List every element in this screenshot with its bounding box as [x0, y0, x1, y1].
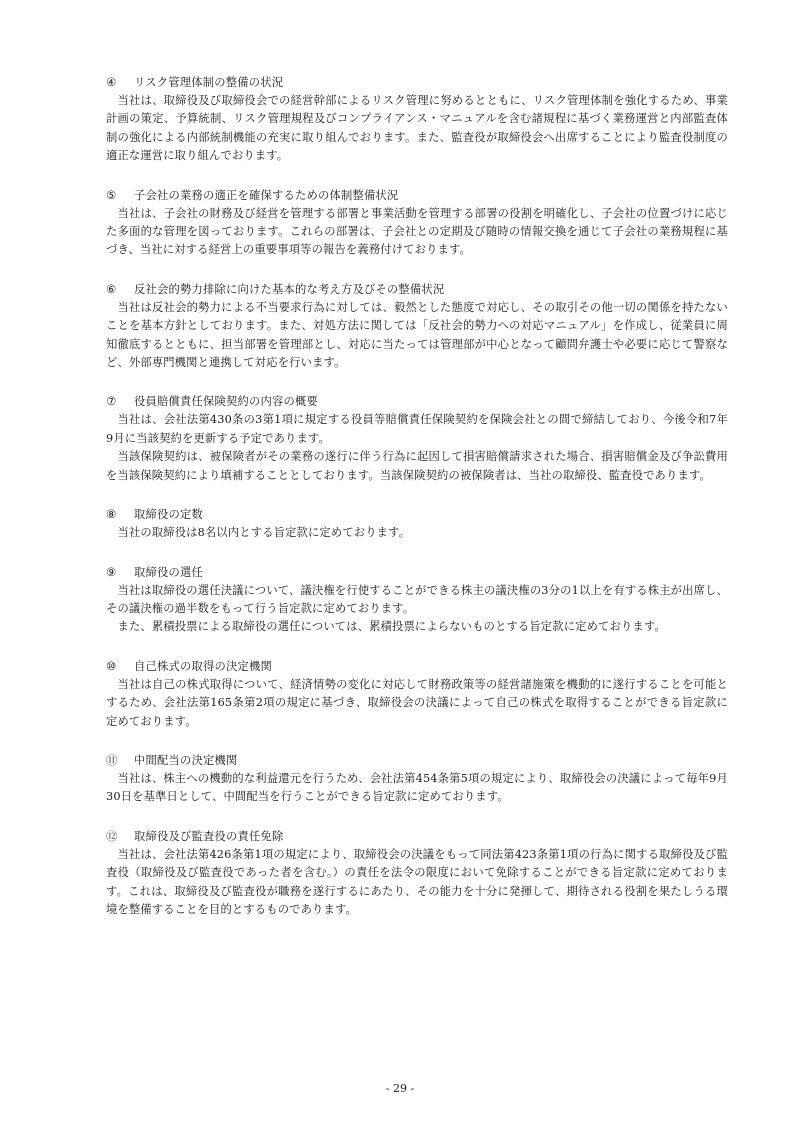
section-title: 取締役の選任: [134, 565, 203, 579]
section-paragraph: 当社は取締役の選任決議について、議決権を行使することができる株主の議決権の3分の1以上を有する株主が出席し、その議決権の過半数をもって行う旨定款に定めております。: [106, 583, 728, 615]
section-paragraph: 当社は、会社法第430条の3第1項に規定する役員等賠償責任保険契約を保険会社との間で締結しており、今後令和7年9月に当該契約を更新する予定であります。: [106, 413, 728, 445]
section-title: リスク管理体制の整備の状況: [134, 76, 284, 89]
section-paragraph: 当社は、株主への機動的な利益還元を行うため、会社法第454条第5項の規定により、取締役会の決議によって毎年9月30日を基準日として、中間配当を行うことができる旨定款に定めております。: [106, 771, 728, 804]
section-director-election: [106, 564, 728, 637]
section-number: ④: [106, 76, 117, 89]
section-title: 子会社の業務の適正を確保するための体制整備状況: [134, 188, 399, 202]
section-number: ⑥: [106, 282, 117, 296]
section-heading: [106, 564, 728, 582]
section-heading: [106, 74, 728, 92]
section-liability-exemption: [106, 828, 728, 920]
section-title: 役員賠償責任保険契約の内容の概要: [134, 395, 318, 409]
section-title: 自己株式の取得の決定機関: [134, 659, 272, 673]
section-number: ⑤: [106, 188, 117, 202]
section-heading: [106, 393, 728, 411]
section-heading: [106, 506, 728, 524]
section-do-insurance: [106, 393, 728, 485]
section-number: ⑪: [106, 753, 118, 767]
section-title: 取締役及び監査役の責任免除: [134, 829, 284, 843]
section-heading: [106, 752, 728, 770]
section-title: 取締役の定数: [134, 508, 203, 522]
section-number: ⑦: [106, 395, 117, 409]
section-title: 中間配当の決定機関: [134, 753, 238, 767]
section-paragraph: 当社は反社会的勢力による不当要求行為に対しては、毅然とした態度で対応し、その取引その他一切の関係を持たないことを基本方針としております。また、対処方法に関しては「反社会的勢力への対応マニュアル」を作成し、従業員に周知徹底するとともに、担当部署を管理部とし、対応に当たっては管理部が中心となって顧問弁護士や必要に応じて警察など、外部専門機関と連携して対応を行います。: [106, 300, 728, 370]
document-body: [106, 74, 728, 940]
section-interim-dividend: [106, 752, 728, 807]
section-paragraph: 当社は自己の株式取得について、経済情勢の変化に対応して財務政策等の経営諸施策を機動的に遂行することを可能とするため、会社法第165条第2項の規定に基づき、取締役会の決議によって自己の株式を取得することができる旨定款に定めております。: [106, 677, 728, 728]
section-director-count: [106, 506, 728, 542]
page-number: - 29 -: [385, 1082, 415, 1095]
section-risk-management: [106, 74, 728, 166]
section-anti-social-forces: [106, 281, 728, 373]
section-heading: [106, 281, 728, 299]
section-heading: [106, 187, 728, 205]
section-paragraph: 当社は、子会社の財務及び経営を管理する部署と事業活動を管理する部署の役割を明確化し、子会社の位置づけに応じた多面的な管理を図っております。これらの部署は、子会社との定期及び随時の情報交換を通じて子会社の業務規程に基づき、当社に対する経営上の重要事項等の報告を義務付けております。: [106, 206, 728, 257]
section-number: ⑫: [106, 829, 118, 843]
section-paragraph: 当社は、会社法第426条第1項の規定により、取締役会の決議をもって同法第423条第1項の行為に関する取締役及び監査役（取締役及び監査役であった者を含む。）の責任を法令の限度において免除することができる旨定款に定めております。これは、取締役及び監査役が職務を遂行するにあたり、その能力を十分に発揮して、期待される役割を果たしうる環境を整備することを目的とするものであります。: [106, 847, 728, 916]
section-paragraph: 当社は、取締役及び取締役会での経営幹部によるリスク管理に努めるとともに、リスク管理体制を強化するため、事業計画の策定、予算統制、リスク管理規程及びコンプライアンス・マニュアルを含む諸規程に基づく業務運営と内部監査体制の強化による内部統制機能の充実に取り組んでおります。また、監査役が取締役会へ出席することにより監査役制度の適正な運営に取り組んでおります。: [106, 94, 728, 163]
section-paragraph: 当社の取締役は8名以内とする旨定款に定めております。: [117, 526, 411, 540]
section-subsidiary-governance: [106, 187, 728, 260]
section-paragraph: また、累積投票による取締役の選任については、累積投票によらないものとする旨定款に定めております。: [117, 620, 666, 634]
section-number: ⑩: [106, 659, 117, 673]
section-heading: [106, 828, 728, 846]
section-title: 反社会的勢力排除に向けた基本的な考え方及びその整備状況: [134, 282, 445, 296]
section-number: ⑨: [106, 565, 117, 579]
section-paragraph: 当該保険契約は、被保険者がその業務の遂行に伴う行為に起因して損害賠償請求された場合、損害賠償金及び争訟費用を当該保険契約により填補することとしております。当該保険契約の被保険者は、当社の取締役、監査役であります。: [106, 450, 728, 482]
section-number: ⑧: [106, 508, 117, 522]
section-treasury-stock: [106, 658, 728, 731]
section-heading: [106, 658, 728, 676]
